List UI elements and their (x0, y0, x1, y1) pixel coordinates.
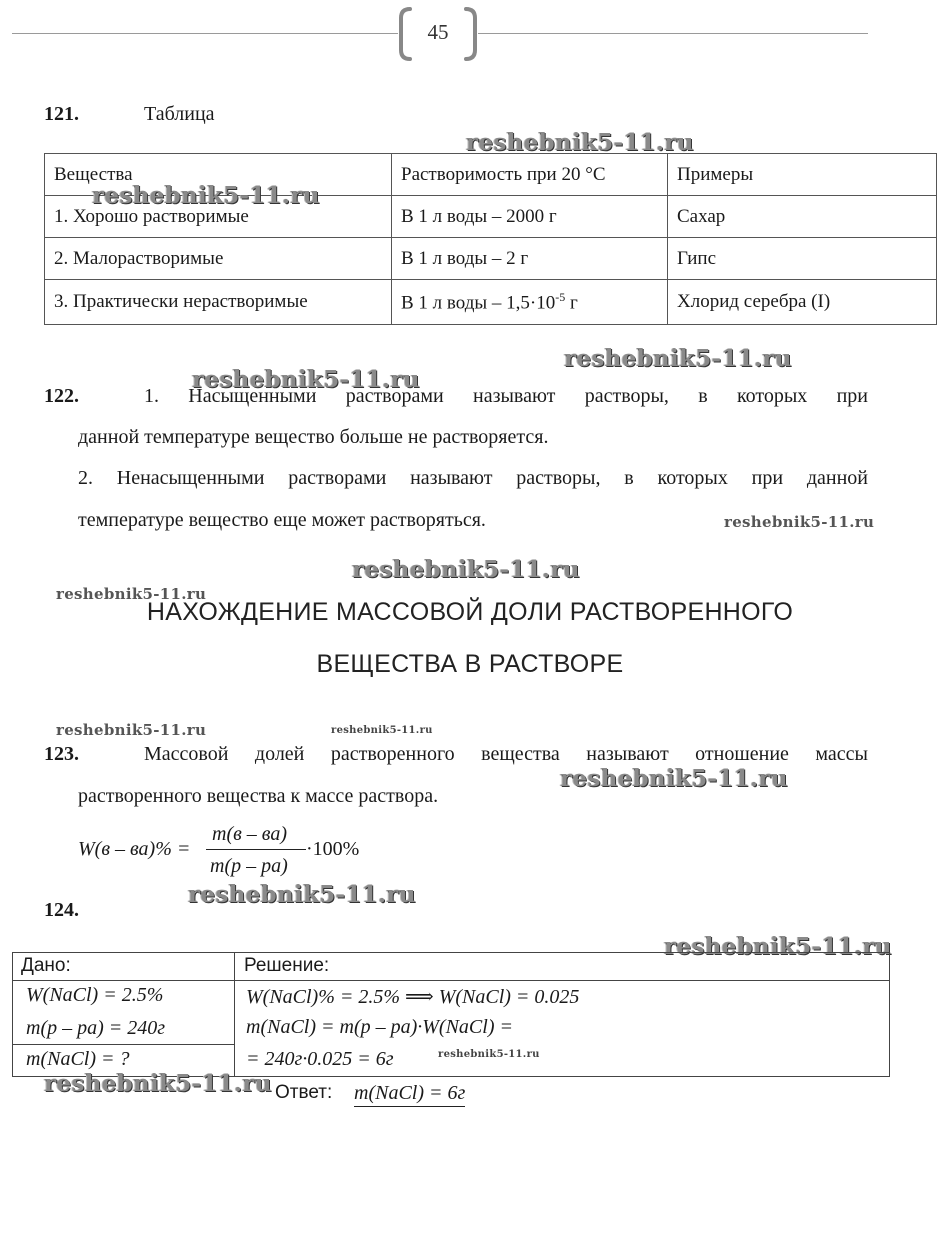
formula-denominator: m(p – pa) (210, 855, 288, 877)
task-122-p1-line2: данной температуре вещество больше не растворяется. (78, 426, 549, 448)
watermark: reshebnik5-11.ru (466, 129, 694, 156)
header-rule-left (12, 33, 398, 34)
solution-step-3: = 240г·0.025 = 6г (246, 1048, 394, 1070)
header-rule-right (478, 33, 868, 34)
solution-step-1: W(NaCl)% = 2.5% ⟹ W(NaCl) = 0.025 (246, 986, 580, 1008)
task-123-line2: растворенного вещества к массе раствора. (78, 785, 439, 807)
task-122-p2-line1: 2. Ненасыщенными растворами называют растворы, в которых при данной (78, 467, 868, 489)
watermark: reshebnik5-11.ru (92, 182, 320, 209)
watermark: reshebnik5-11.ru (438, 1049, 540, 1060)
solubility-base: В 1 л воды – 1,5·10 (401, 292, 556, 314)
watermark: reshebnik5-11.ru (56, 585, 207, 603)
given-label: Дано: (21, 955, 71, 976)
find-quantity: m(NaCl) = ? (26, 1048, 130, 1070)
table-cell-solubility (392, 280, 668, 325)
watermark: reshebnik5-11.ru (560, 765, 788, 792)
answer-label: Ответ: (275, 1082, 333, 1103)
table-header-cell: Вещества (45, 154, 392, 196)
task-123-line1: Массовой долей растворенного вещества называют отношение массы (144, 743, 868, 765)
table-cell-solubility: В 1 л воды – 2 г (392, 238, 668, 280)
task-123-number: 123. (44, 743, 79, 765)
table-row (45, 238, 937, 280)
header-divider (12, 980, 889, 981)
solubility-exponent: -5 (555, 289, 566, 304)
watermark: reshebnik5-11.ru (44, 1070, 272, 1097)
table-cell-solubility: В 1 л воды – 2000 г (392, 196, 668, 238)
solubility-table (44, 153, 937, 325)
table-cell-substance: 3. Практически нерастворимые (45, 280, 392, 325)
table-header-cell: Растворимость при 20 °С (392, 154, 668, 196)
task-121-title: Таблица (144, 103, 215, 125)
formula-numerator: m(в – ва) (212, 823, 287, 845)
solution-step-2: m(NaCl) = m(p – pa)·W(NaCl) = (246, 1016, 513, 1038)
task-122-p2-line2: температуре вещество еще может растворяться. (78, 509, 486, 531)
watermark: reshebnik5-11.ru (664, 933, 892, 960)
section-heading-line2: ВЕЩЕСТВА В РАСТВОРЕ (316, 650, 624, 678)
task-124-number: 124. (44, 899, 79, 921)
watermark: reshebnik5-11.ru (56, 721, 207, 739)
page-number: 45 (427, 20, 449, 44)
section-heading-line1: НАХОЖДЕНИЕ МАССОВОЙ ДОЛИ РАСТВОРЕННОГО (146, 598, 794, 626)
task-122-p1-line1: 1. Насыщенными растворами называют растворы, в которых при (144, 385, 868, 407)
answer-value: m(NaCl) = 6г (354, 1082, 465, 1107)
given-solution-divider (234, 952, 235, 1076)
watermark: reshebnik5-11.ru (192, 366, 420, 393)
solution-label: Решение: (244, 955, 330, 976)
task-121-number: 121. (44, 103, 79, 125)
table-row (45, 280, 937, 325)
formula-fraction-bar (206, 849, 306, 850)
formula-tail: ·100% (306, 838, 360, 860)
page-number-frame (398, 6, 478, 62)
given-solution-mass: m(p – pa) = 240г (26, 1017, 166, 1039)
watermark: reshebnik5-11.ru (724, 513, 875, 531)
watermark: reshebnik5-11.ru (188, 881, 416, 908)
find-divider (12, 1044, 234, 1045)
table-header-cell: Примеры (668, 154, 937, 196)
solubility-unit: г (565, 292, 578, 314)
given-mass-fraction: W(NaCl) = 2.5% (26, 984, 164, 1006)
table-cell-example: Сахар (668, 196, 937, 238)
watermark: reshebnik5-11.ru (564, 345, 792, 372)
table-cell-example: Гипс (668, 238, 937, 280)
watermark: reshebnik5-11.ru (331, 725, 433, 736)
table-cell-substance: 1. Хорошо растворимые (45, 196, 392, 238)
watermark: reshebnik5-11.ru (352, 556, 580, 583)
table-cell-substance: 2. Малорастворимые (45, 238, 392, 280)
task-122-number: 122. (44, 385, 79, 407)
formula-lhs: W(в – ва)% = (78, 838, 191, 860)
table-cell-example: Хлорид серебра (I) (668, 280, 937, 325)
